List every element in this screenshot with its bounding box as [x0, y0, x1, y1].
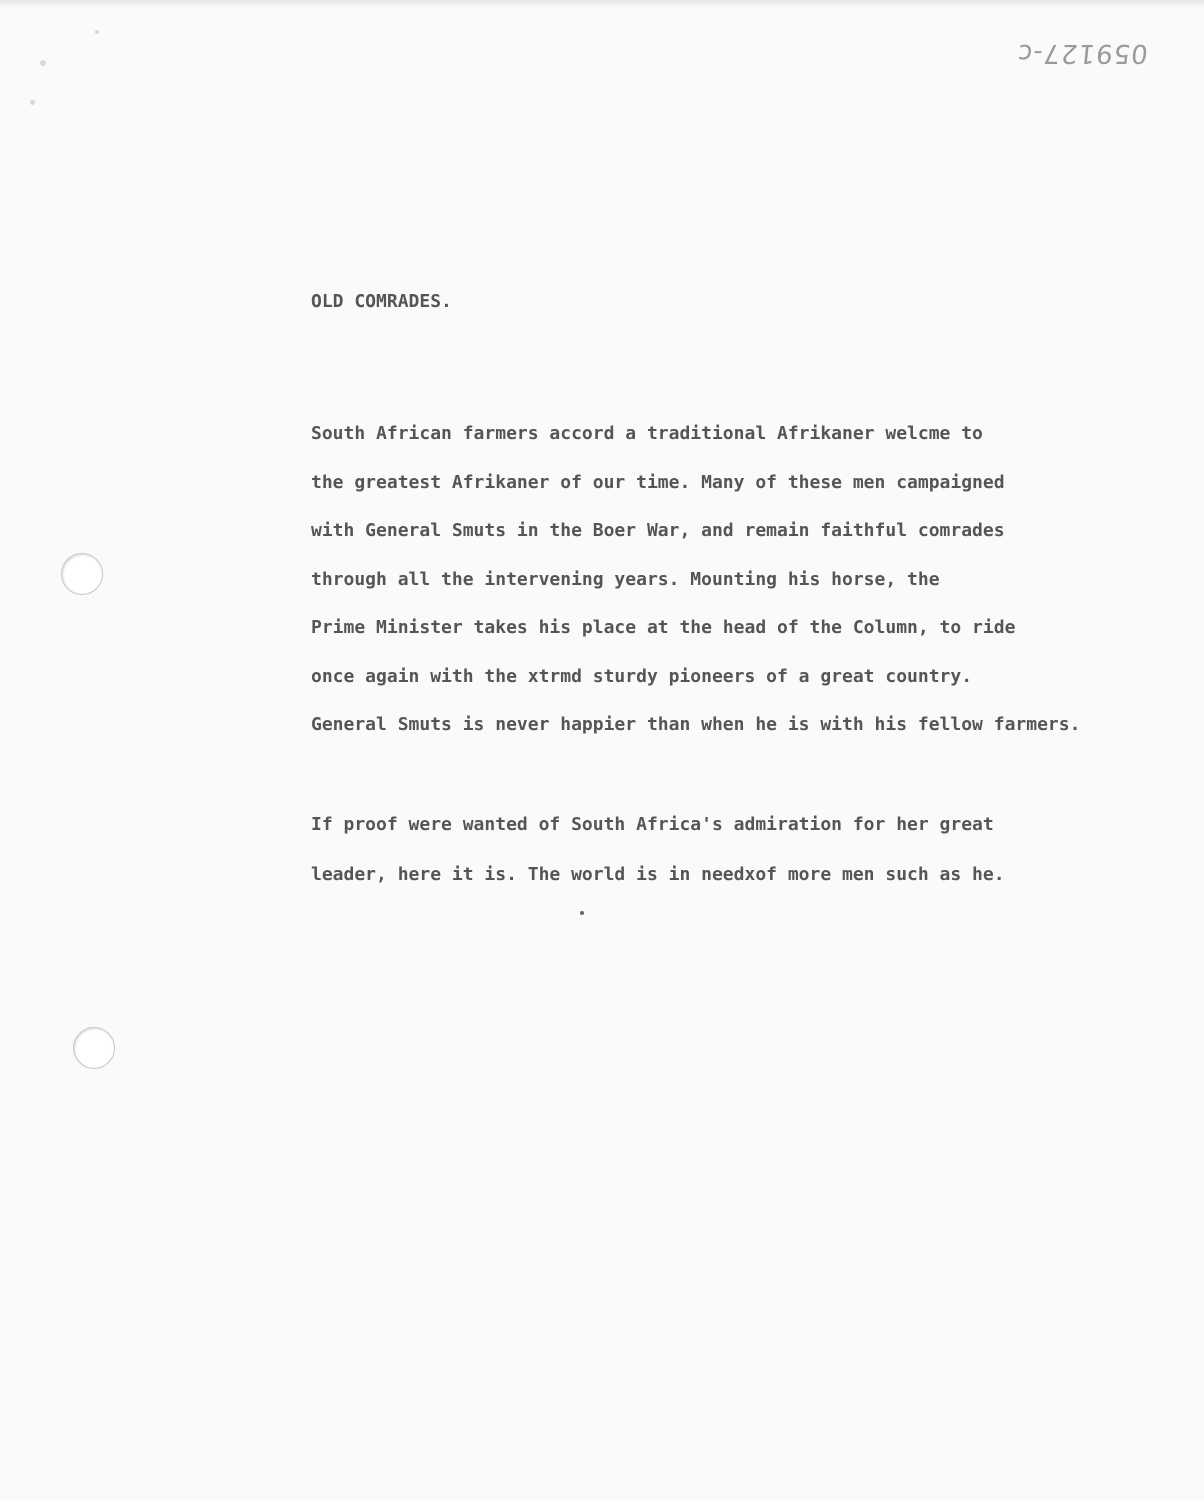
paragraph-line: Prime Minister takes his place at the head of the Column, to ride	[311, 617, 1016, 638]
paragraph-line: leader, here it is. The world is in needxof more men such as he.	[311, 864, 1005, 885]
speckle-mark	[40, 60, 46, 66]
paragraph-1	[311, 410, 1080, 750]
paragraph-line: South African farmers accord a traditional Afrikaner welcme to	[311, 423, 983, 444]
paragraph-line: If proof were wanted of South Africa's admiration for her great	[311, 814, 994, 835]
paragraph-line: with General Smuts in the Boer War, and remain faithful comrades	[311, 520, 1005, 541]
speckle-mark	[30, 100, 35, 105]
paragraph-line: the greatest Afrikaner of our time. Many of these men campaigned	[311, 471, 1005, 493]
page-top-edge	[0, 0, 1204, 8]
paragraph-line: General Smuts is never happier than when he is with his fellow farmers.	[311, 714, 1081, 735]
stray-ink-dot	[580, 911, 584, 915]
document-heading: OLD COMRADES.	[311, 291, 452, 312]
speckle-mark	[95, 30, 99, 34]
reference-number: 059127-c	[1015, 38, 1150, 68]
punch-hole-lower	[73, 1027, 115, 1069]
paragraph-line: once again with the xtrmd sturdy pioneers of a great country.	[311, 665, 973, 687]
punch-hole-upper	[61, 553, 103, 595]
paragraph-2	[311, 800, 1005, 900]
paragraph-line: through all the intervening years. Mounting his horse, the	[311, 568, 940, 590]
